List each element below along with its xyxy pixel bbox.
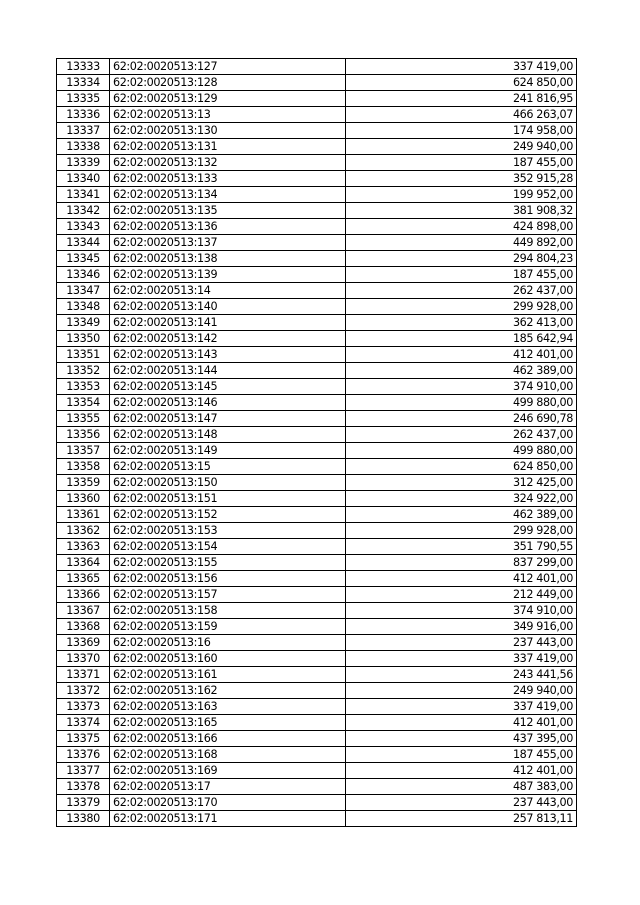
table-row: [57, 443, 577, 459]
table-row: [57, 395, 577, 411]
table-row: [57, 91, 577, 107]
table-row: [57, 667, 577, 683]
table-row: [57, 235, 577, 251]
cadastral-value-cell: 337 419,00: [346, 651, 577, 667]
cadastral-number-cell: 62:02:0020513:159: [110, 619, 346, 635]
table-row: [57, 587, 577, 603]
table-body: [57, 59, 577, 827]
row-number-cell: 13365: [57, 571, 110, 587]
cadastral-value-cell: 499 880,00: [346, 395, 577, 411]
table-row: [57, 427, 577, 443]
row-number-cell: 13354: [57, 395, 110, 411]
table-row: [57, 251, 577, 267]
row-number-cell: 13363: [57, 539, 110, 555]
cadastral-number-cell: 62:02:0020513:136: [110, 219, 346, 235]
row-number-cell: 13357: [57, 443, 110, 459]
cadastral-number-cell: 62:02:0020513:146: [110, 395, 346, 411]
table-row: [57, 155, 577, 171]
table-row: [57, 347, 577, 363]
cadastral-number-cell: 62:02:0020513:157: [110, 587, 346, 603]
row-number-cell: 13366: [57, 587, 110, 603]
cadastral-value-cell: 185 642,94: [346, 331, 577, 347]
cadastral-number-cell: 62:02:0020513:155: [110, 555, 346, 571]
cadastral-value-cell: 262 437,00: [346, 427, 577, 443]
cadastral-number-cell: 62:02:0020513:132: [110, 155, 346, 171]
cadastral-number-cell: 62:02:0020513:161: [110, 667, 346, 683]
table-row: [57, 363, 577, 379]
cadastral-number-cell: 62:02:0020513:170: [110, 795, 346, 811]
row-number-cell: 13345: [57, 251, 110, 267]
cadastral-number-cell: 62:02:0020513:138: [110, 251, 346, 267]
row-number-cell: 13372: [57, 683, 110, 699]
cadastral-value-cell: 462 389,00: [346, 507, 577, 523]
table-row: [57, 619, 577, 635]
table-row: [57, 507, 577, 523]
cadastral-value-cell: 424 898,00: [346, 219, 577, 235]
row-number-cell: 13349: [57, 315, 110, 331]
cadastral-value-cell: 362 413,00: [346, 315, 577, 331]
cadastral-value-cell: 294 804,23: [346, 251, 577, 267]
row-number-cell: 13334: [57, 75, 110, 91]
row-number-cell: 13373: [57, 699, 110, 715]
cadastral-number-cell: 62:02:0020513:130: [110, 123, 346, 139]
cadastral-value-cell: 449 892,00: [346, 235, 577, 251]
table-row: [57, 523, 577, 539]
row-number-cell: 13343: [57, 219, 110, 235]
table-row: [57, 491, 577, 507]
cadastral-value-cell: 241 816,95: [346, 91, 577, 107]
cadastral-number-cell: 62:02:0020513:140: [110, 299, 346, 315]
row-number-cell: 13358: [57, 459, 110, 475]
cadastral-number-cell: 62:02:0020513:171: [110, 811, 346, 827]
table-row: [57, 459, 577, 475]
table-row: [57, 731, 577, 747]
row-number-cell: 13376: [57, 747, 110, 763]
cadastral-value-cell: 462 389,00: [346, 363, 577, 379]
cadastral-value-cell: 187 455,00: [346, 267, 577, 283]
cadastral-value-cell: 262 437,00: [346, 283, 577, 299]
cadastral-value-cell: 249 940,00: [346, 139, 577, 155]
cadastral-value-cell: 412 401,00: [346, 571, 577, 587]
cadastral-value-cell: 243 441,56: [346, 667, 577, 683]
cadastral-value-cell: 349 916,00: [346, 619, 577, 635]
table-row: [57, 763, 577, 779]
table-row: [57, 715, 577, 731]
cadastral-value-cell: 381 908,32: [346, 203, 577, 219]
cadastral-value-cell: 374 910,00: [346, 603, 577, 619]
row-number-cell: 13335: [57, 91, 110, 107]
row-number-cell: 13375: [57, 731, 110, 747]
cadastral-number-cell: 62:02:0020513:156: [110, 571, 346, 587]
cadastral-number-cell: 62:02:0020513:168: [110, 747, 346, 763]
cadastral-number-cell: 62:02:0020513:134: [110, 187, 346, 203]
cadastral-value-cell: 487 383,00: [346, 779, 577, 795]
cadastral-value-cell: 299 928,00: [346, 523, 577, 539]
table-row: [57, 699, 577, 715]
table-row: [57, 75, 577, 91]
cadastral-number-cell: 62:02:0020513:128: [110, 75, 346, 91]
cadastral-value-cell: 624 850,00: [346, 75, 577, 91]
table-row: [57, 267, 577, 283]
row-number-cell: 13361: [57, 507, 110, 523]
cadastral-value-cell: 324 922,00: [346, 491, 577, 507]
row-number-cell: 13374: [57, 715, 110, 731]
cadastral-number-cell: 62:02:0020513:169: [110, 763, 346, 779]
row-number-cell: 13344: [57, 235, 110, 251]
row-number-cell: 13351: [57, 347, 110, 363]
cadastral-value-cell: 174 958,00: [346, 123, 577, 139]
cadastral-value-cell: 246 690,78: [346, 411, 577, 427]
row-number-cell: 13364: [57, 555, 110, 571]
cadastral-number-cell: 62:02:0020513:160: [110, 651, 346, 667]
cadastral-number-cell: 62:02:0020513:144: [110, 363, 346, 379]
row-number-cell: 13371: [57, 667, 110, 683]
row-number-cell: 13348: [57, 299, 110, 315]
table-row: [57, 315, 577, 331]
table-row: [57, 539, 577, 555]
cadastral-value-cell: 257 813,11: [346, 811, 577, 827]
table-row: [57, 555, 577, 571]
cadastral-value-cell: 237 443,00: [346, 795, 577, 811]
row-number-cell: 13350: [57, 331, 110, 347]
cadastral-value-cell: 187 455,00: [346, 155, 577, 171]
cadastral-number-cell: 62:02:0020513:131: [110, 139, 346, 155]
cadastral-value-cell: 412 401,00: [346, 715, 577, 731]
table-row: [57, 571, 577, 587]
row-number-cell: 13346: [57, 267, 110, 283]
cadastral-value-cell: 837 299,00: [346, 555, 577, 571]
row-number-cell: 13353: [57, 379, 110, 395]
cadastral-number-cell: 62:02:0020513:152: [110, 507, 346, 523]
cadastral-number-cell: 62:02:0020513:127: [110, 59, 346, 75]
cadastral-number-cell: 62:02:0020513:16: [110, 635, 346, 651]
table-row: [57, 107, 577, 123]
cadastral-value-cell: 237 443,00: [346, 635, 577, 651]
cadastral-number-cell: 62:02:0020513:135: [110, 203, 346, 219]
cadastral-value-cell: 299 928,00: [346, 299, 577, 315]
row-number-cell: 13359: [57, 475, 110, 491]
cadastral-number-cell: 62:02:0020513:141: [110, 315, 346, 331]
row-number-cell: 13352: [57, 363, 110, 379]
row-number-cell: 13369: [57, 635, 110, 651]
row-number-cell: 13355: [57, 411, 110, 427]
table-row: [57, 331, 577, 347]
cadastral-value-cell: 352 915,28: [346, 171, 577, 187]
row-number-cell: 13377: [57, 763, 110, 779]
cadastral-value-cell: 312 425,00: [346, 475, 577, 491]
table-row: [57, 651, 577, 667]
cadastral-value-cell: 374 910,00: [346, 379, 577, 395]
cadastral-value-cell: 212 449,00: [346, 587, 577, 603]
cadastral-value-cell: 337 419,00: [346, 59, 577, 75]
table-row: [57, 379, 577, 395]
cadastral-number-cell: 62:02:0020513:133: [110, 171, 346, 187]
row-number-cell: 13362: [57, 523, 110, 539]
row-number-cell: 13339: [57, 155, 110, 171]
row-number-cell: 13356: [57, 427, 110, 443]
cadastral-number-cell: 62:02:0020513:142: [110, 331, 346, 347]
cadastral-number-cell: 62:02:0020513:14: [110, 283, 346, 299]
cadastral-number-cell: 62:02:0020513:153: [110, 523, 346, 539]
table-row: [57, 635, 577, 651]
cadastral-number-cell: 62:02:0020513:139: [110, 267, 346, 283]
row-number-cell: 13368: [57, 619, 110, 635]
cadastral-value-cell: 466 263,07: [346, 107, 577, 123]
row-number-cell: 13340: [57, 171, 110, 187]
row-number-cell: 13379: [57, 795, 110, 811]
table-row: [57, 779, 577, 795]
table-row: [57, 683, 577, 699]
cadastral-value-cell: 187 455,00: [346, 747, 577, 763]
cadastral-number-cell: 62:02:0020513:129: [110, 91, 346, 107]
cadastral-value-cell: 249 940,00: [346, 683, 577, 699]
table-row: [57, 187, 577, 203]
cadastral-number-cell: 62:02:0020513:150: [110, 475, 346, 491]
table-row: [57, 603, 577, 619]
table-row: [57, 795, 577, 811]
row-number-cell: 13380: [57, 811, 110, 827]
row-number-cell: 13337: [57, 123, 110, 139]
table-row: [57, 219, 577, 235]
table-row: [57, 747, 577, 763]
row-number-cell: 13341: [57, 187, 110, 203]
table-row: [57, 139, 577, 155]
cadastral-number-cell: 62:02:0020513:137: [110, 235, 346, 251]
table-row: [57, 123, 577, 139]
cadastral-number-cell: 62:02:0020513:148: [110, 427, 346, 443]
table-row: [57, 59, 577, 75]
cadastral-number-cell: 62:02:0020513:158: [110, 603, 346, 619]
row-number-cell: 13370: [57, 651, 110, 667]
cadastral-number-cell: 62:02:0020513:149: [110, 443, 346, 459]
row-number-cell: 13378: [57, 779, 110, 795]
cadastral-number-cell: 62:02:0020513:145: [110, 379, 346, 395]
table-row: [57, 811, 577, 827]
cadastral-value-cell: 199 952,00: [346, 187, 577, 203]
cadastral-value-cell: 499 880,00: [346, 443, 577, 459]
row-number-cell: 13360: [57, 491, 110, 507]
table-row: [57, 171, 577, 187]
row-number-cell: 13347: [57, 283, 110, 299]
table-row: [57, 475, 577, 491]
cadastral-value-table: [56, 58, 577, 827]
cadastral-number-cell: 62:02:0020513:165: [110, 715, 346, 731]
cadastral-value-cell: 412 401,00: [346, 347, 577, 363]
table-row: [57, 283, 577, 299]
row-number-cell: 13333: [57, 59, 110, 75]
cadastral-value-cell: 412 401,00: [346, 763, 577, 779]
cadastral-number-cell: 62:02:0020513:147: [110, 411, 346, 427]
row-number-cell: 13342: [57, 203, 110, 219]
cadastral-number-cell: 62:02:0020513:13: [110, 107, 346, 123]
cadastral-number-cell: 62:02:0020513:163: [110, 699, 346, 715]
row-number-cell: 13367: [57, 603, 110, 619]
cadastral-value-cell: 437 395,00: [346, 731, 577, 747]
cadastral-number-cell: 62:02:0020513:143: [110, 347, 346, 363]
row-number-cell: 13338: [57, 139, 110, 155]
cadastral-value-cell: 624 850,00: [346, 459, 577, 475]
cadastral-number-cell: 62:02:0020513:151: [110, 491, 346, 507]
cadastral-value-cell: 337 419,00: [346, 699, 577, 715]
table-row: [57, 411, 577, 427]
cadastral-number-cell: 62:02:0020513:15: [110, 459, 346, 475]
cadastral-number-cell: 62:02:0020513:162: [110, 683, 346, 699]
cadastral-number-cell: 62:02:0020513:17: [110, 779, 346, 795]
cadastral-number-cell: 62:02:0020513:166: [110, 731, 346, 747]
table-row: [57, 203, 577, 219]
cadastral-number-cell: 62:02:0020513:154: [110, 539, 346, 555]
table-row: [57, 299, 577, 315]
cadastral-value-cell: 351 790,55: [346, 539, 577, 555]
row-number-cell: 13336: [57, 107, 110, 123]
